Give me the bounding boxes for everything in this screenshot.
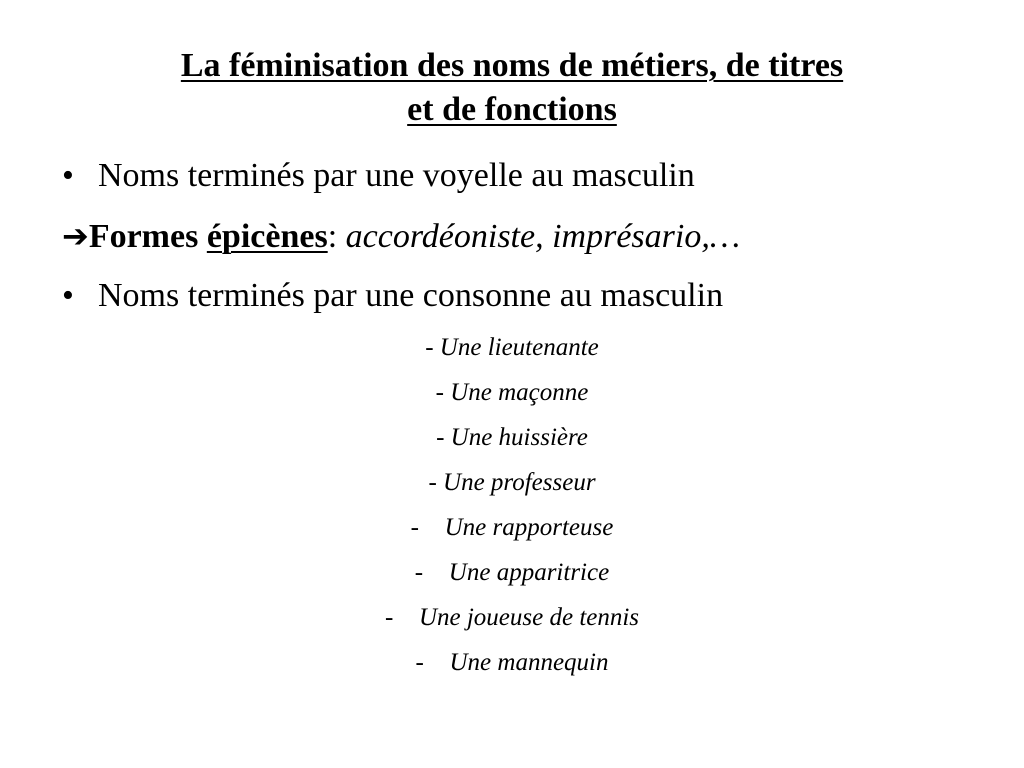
example-text: Une rapporteuse xyxy=(444,514,614,541)
bullet-marker: • xyxy=(62,277,74,314)
example-item xyxy=(0,422,1024,454)
bullet-item xyxy=(62,274,723,318)
example-dash: - xyxy=(414,559,424,586)
right-arrow-icon: ➔ xyxy=(62,217,89,255)
arrow-line xyxy=(62,214,740,259)
bullet-item xyxy=(62,154,695,198)
title-line-2: et de fonctions xyxy=(407,91,617,128)
bullet-text: Noms terminés par une voyelle au masculin xyxy=(98,157,695,194)
example-item xyxy=(0,332,1024,364)
example-text: Une professeur xyxy=(443,469,596,496)
bullet-text: Noms terminés par une consonne au masculin xyxy=(98,277,724,314)
example-dash: - xyxy=(435,379,451,406)
example-dash: - xyxy=(410,514,419,541)
example-text: Une huissière xyxy=(450,424,588,451)
example-item xyxy=(0,647,1024,679)
example-item xyxy=(0,377,1024,409)
example-dash: - xyxy=(415,649,424,676)
example-text: Une lieutenante xyxy=(439,334,599,361)
example-text: Une mannequin xyxy=(449,649,609,676)
example-text: Une maçonne xyxy=(450,379,589,406)
epicenes-term: épicènes xyxy=(206,218,328,255)
slide-title xyxy=(40,44,984,132)
epicene-examples: accordéoniste, imprésario,… xyxy=(345,218,741,255)
example-item xyxy=(0,467,1024,499)
example-dash: - xyxy=(428,469,444,496)
example-dash: - xyxy=(436,424,451,451)
example-item xyxy=(0,602,1024,634)
example-text: Une apparitrice xyxy=(448,559,610,586)
formes-label: Formes xyxy=(88,218,207,255)
example-item xyxy=(0,512,1024,544)
bullet-marker: • xyxy=(62,157,74,194)
example-item xyxy=(0,557,1024,589)
colon-separator: : xyxy=(327,218,346,255)
title-line-1: La féminisation des noms de métiers, de titres xyxy=(180,47,844,84)
example-dash: - xyxy=(384,604,394,631)
example-text: Une joueuse de tennis xyxy=(418,604,640,631)
example-dash: - xyxy=(425,334,440,361)
